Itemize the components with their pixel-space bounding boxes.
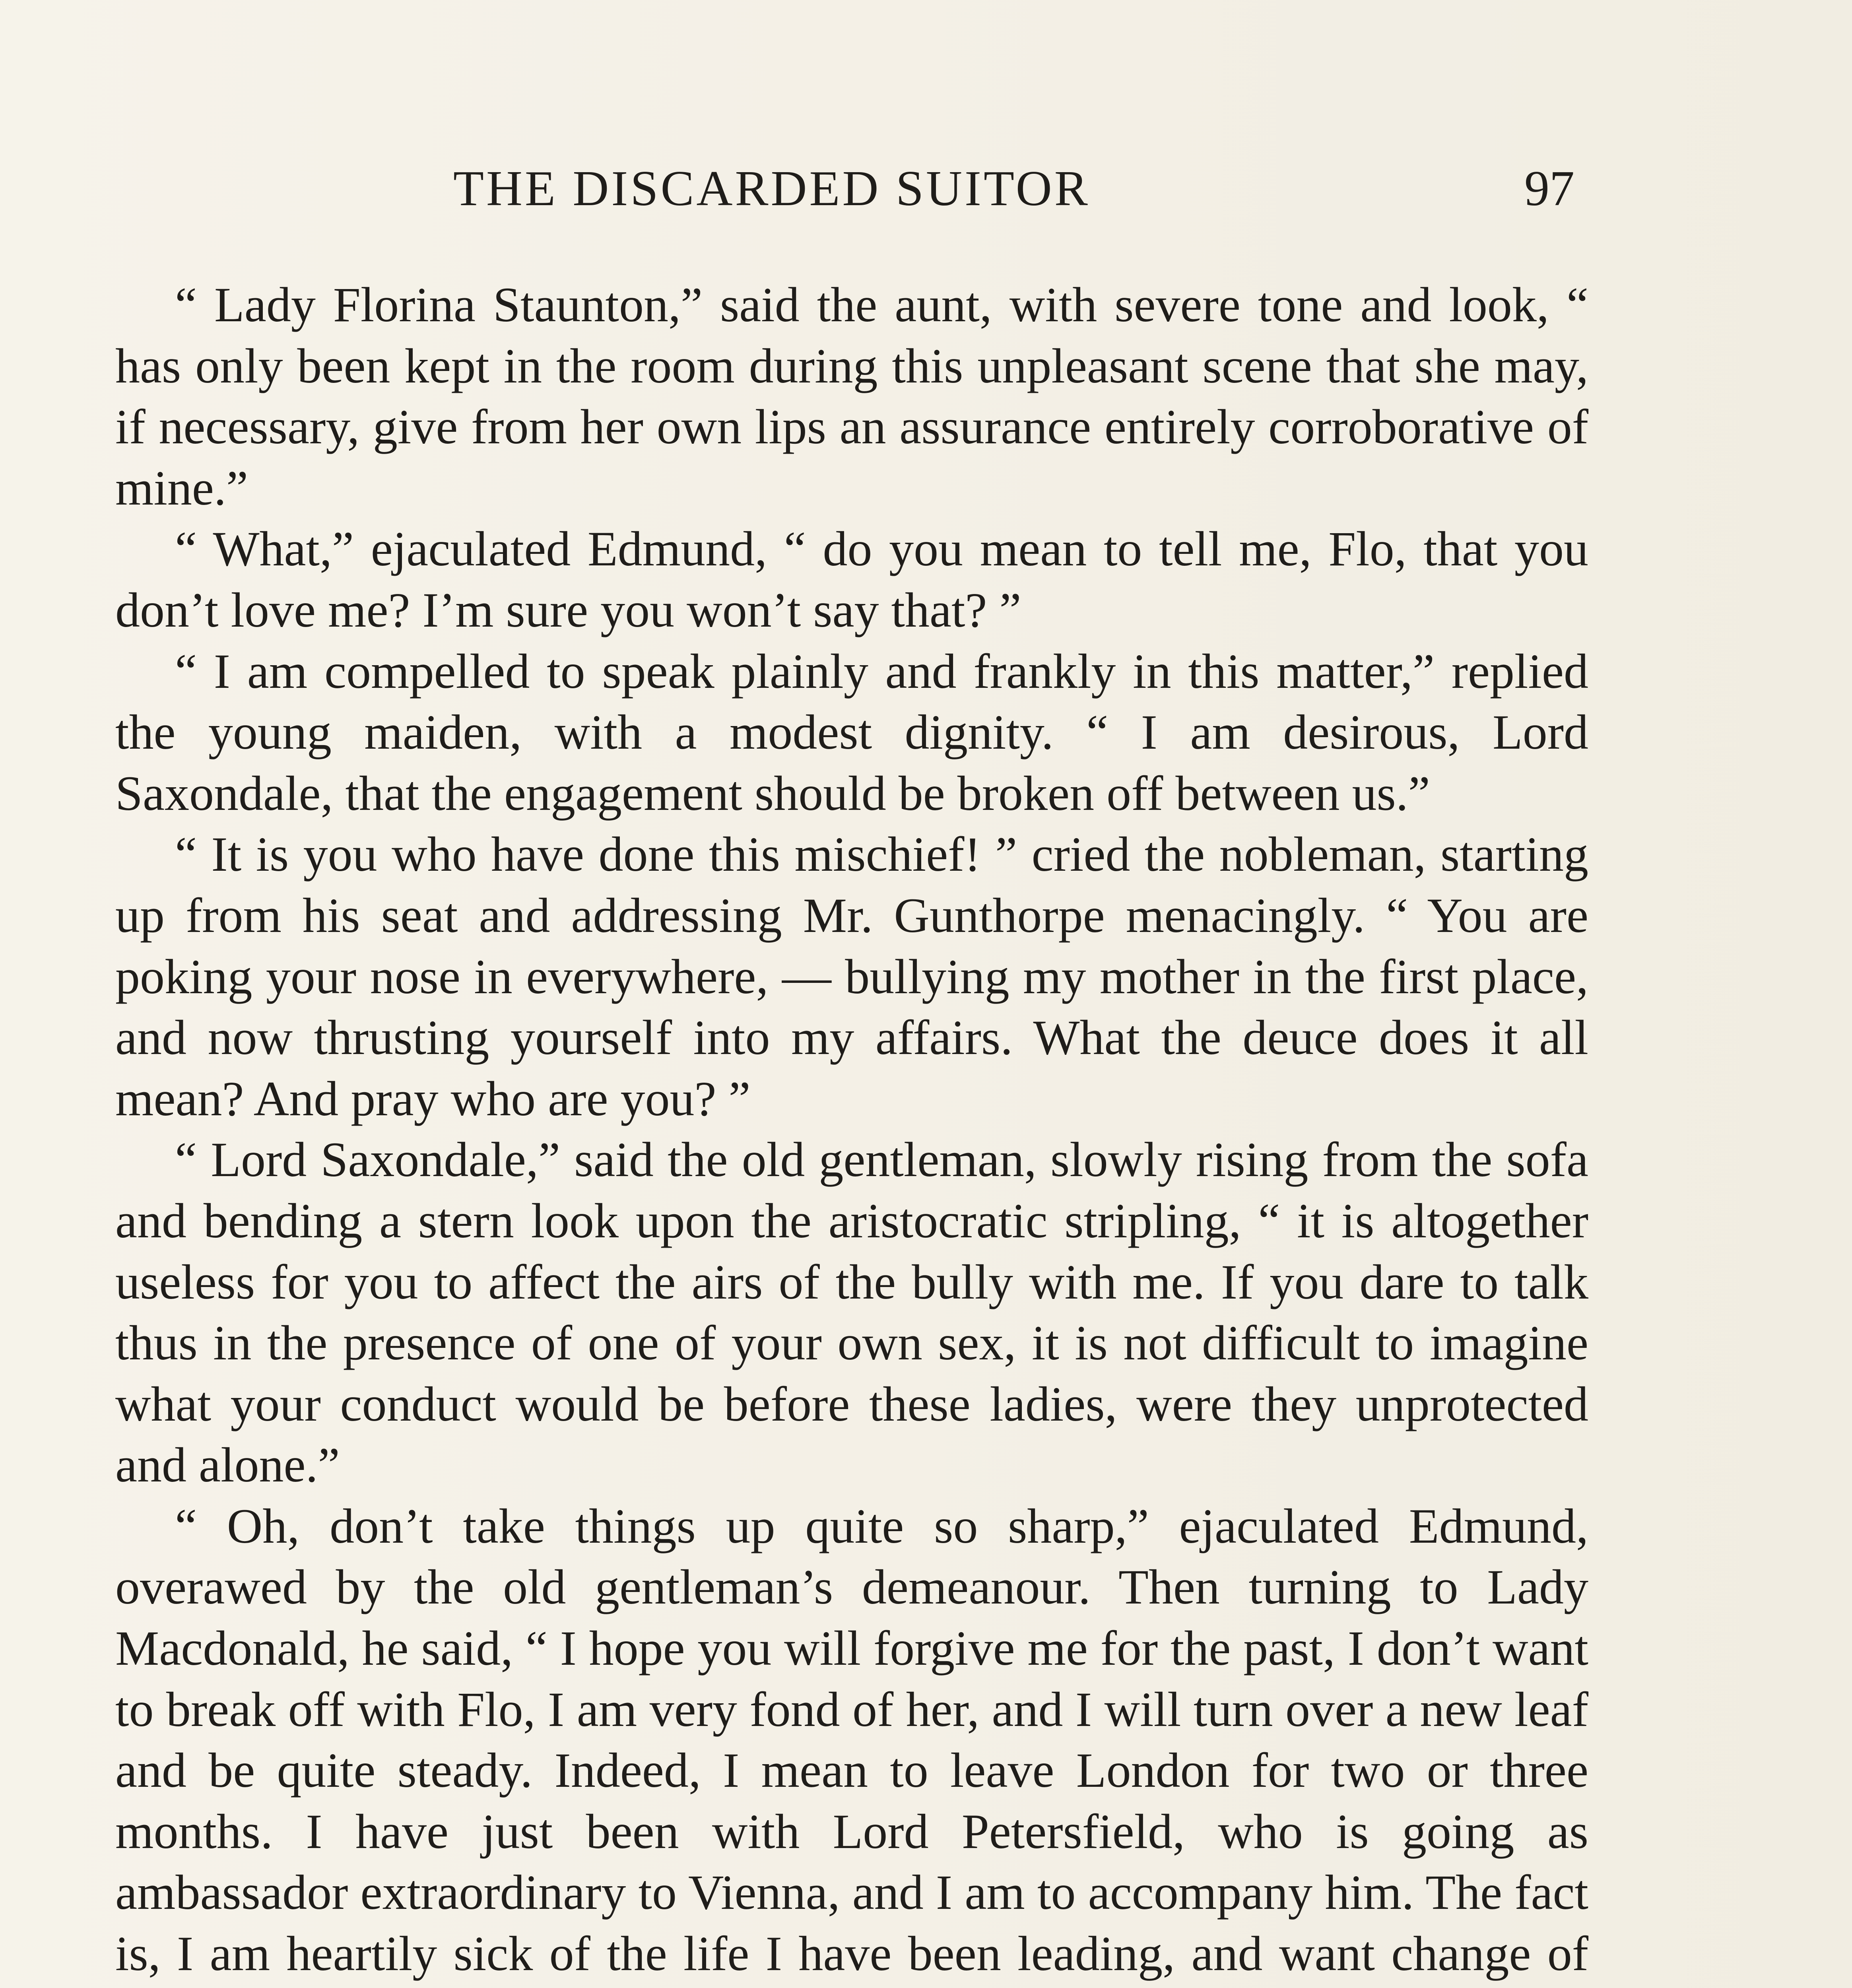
paragraph-2: “ What,” ejaculated Edmund, “ do you mean to tell me, Flo, that you don’t love me? I’m sure you won’t say that? ” xyxy=(115,522,1588,637)
paragraph-3: “ I am compelled to speak plainly and frankly in this matter,” replied the young maiden, with a modest dignity. “ I am desirous, Lord Saxondale, that the engagement should be broken off between us.” xyxy=(115,644,1588,821)
page-header xyxy=(115,157,1574,233)
page-number: 97 xyxy=(1524,161,1574,216)
paragraph-1: “ Lady Florina Staunton,” said the aunt, with severe tone and look, “ has only been kept in the room during this unpleasant scene that she may, if necessary, give from her own lips an assurance entirely corroborative of mine.” xyxy=(115,278,1588,515)
paragraph-5: “ Lord Saxondale,” said the old gentleman, slowly rising from the sofa and bending a stern look upon the aristocratic stripling, “ it is altogether useless for you to affect the airs of the bully with me. If you dare to talk thus in the presence of one of your own sex, it is not difficult to imagine what your conduct would be before these ladies, were they unprotected and alone.” xyxy=(115,1132,1588,1493)
body-text xyxy=(115,274,1588,1988)
paragraph-6: “ Oh, don’t take things up quite so sharp,” ejaculated Edmund, overawed by the old gentleman’s demeanour. Then turning to Lady Macdonald, he said, “ I hope you will forgive me for the past, I don’t want to break off with Flo, I am very fond of her, and I will turn over a new leaf and be quite steady. Indeed, I mean to leave London for two or three months. I have just been with Lord Petersfield, who is going as ambassador extraordinary to Vienna, and I am to accompany him. The fact is, I am heartily sick of the life I have been leading, and want change of xyxy=(115,1499,1588,1981)
running-title: THE DISCARDED SUITOR xyxy=(453,161,1090,216)
paragraph-4: “ It is you who have done this mischief! ” cried the nobleman, starting up from his seat and addressing Mr. Gunthorpe menacingly. “ You are poking your nose in everywhere, — bullying my mother in the first place, and now thrusting yourself into my affairs. What the deuce does it all mean? And pray who are you? ” xyxy=(115,827,1588,1126)
